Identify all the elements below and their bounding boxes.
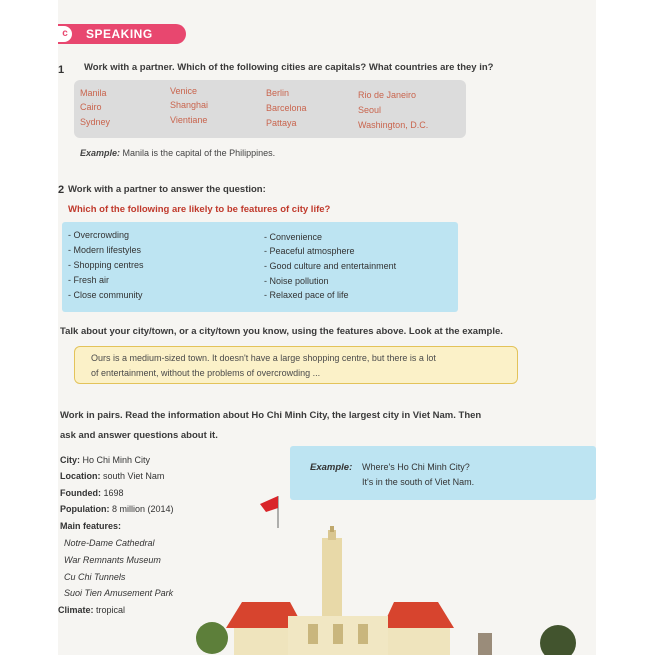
feature-item: - Convenience bbox=[264, 232, 323, 242]
task1-instruction: Work with a partner. Which of the following cities are capitals? What countries are they in? bbox=[84, 62, 494, 73]
textbook-page bbox=[58, 0, 596, 655]
task2-number: 2 bbox=[58, 184, 65, 196]
section-badge: SPEAKING bbox=[58, 24, 186, 44]
task2-question: Which of the following are likely to be features of city life? bbox=[68, 204, 331, 215]
info-founded: Founded: 1698 bbox=[60, 488, 124, 498]
city-cell: Manila bbox=[80, 88, 107, 98]
quote-line: of entertainment, without the problems of overcrowding ... bbox=[91, 368, 321, 378]
task1-number: 1 bbox=[58, 64, 65, 76]
example-label: Example: bbox=[80, 148, 121, 158]
feature-item: - Close community bbox=[68, 290, 143, 300]
feature-item: - Noise pollution bbox=[264, 276, 329, 286]
city-cell: Washington, D.C. bbox=[358, 120, 429, 130]
task4-instruction-line: Work in pairs. Read the information about Ho Chi Minh City, the largest city in Viet Nam. Then bbox=[60, 410, 482, 421]
feature-item: - Overcrowding bbox=[68, 230, 130, 240]
main-feature: Suoi Tien Amusement Park bbox=[64, 588, 174, 598]
feature-item: - Fresh air bbox=[68, 275, 110, 285]
feature-item: - Modern lifestyles bbox=[68, 245, 142, 255]
city-cell: Venice bbox=[170, 86, 198, 96]
info-population: Population: 8 million (2014) bbox=[60, 504, 174, 514]
features-box bbox=[62, 222, 458, 312]
city-cell: Pattaya bbox=[266, 118, 297, 128]
info-location: Location: south Viet Nam bbox=[60, 471, 165, 481]
task1-example bbox=[80, 148, 275, 158]
info-climate: Climate: tropical bbox=[58, 605, 126, 615]
example-label: Example: bbox=[310, 462, 353, 473]
city-cell: Barcelona bbox=[266, 103, 307, 113]
feature-item: - Shopping centres bbox=[68, 260, 144, 270]
example-quote-box bbox=[74, 346, 518, 384]
city-cell: Cairo bbox=[80, 102, 102, 112]
task4-instruction-line: ask and answer questions about it. bbox=[60, 430, 218, 441]
example-answer: It's in the south of Viet Nam. bbox=[362, 477, 475, 487]
city-cell: Vientiane bbox=[170, 115, 208, 125]
city-cell: Seoul bbox=[358, 105, 382, 115]
quote-line: Ours is a medium-sized town. It doesn't have a large shopping centre, but there is a lot bbox=[91, 353, 436, 363]
city-cell: Rio de Janeiro bbox=[358, 90, 417, 100]
section-letter: c bbox=[58, 26, 72, 42]
task3-instruction: Talk about your city/town, or a city/town you know, using the features above. Look at the example. bbox=[60, 326, 503, 337]
example-question: Where's Ho Chi Minh City? bbox=[362, 462, 470, 472]
city-cell: Sydney bbox=[80, 117, 111, 127]
feature-item: - Relaxed pace of life bbox=[264, 290, 349, 300]
main-feature: Notre-Dame Cathedral bbox=[64, 538, 155, 548]
city-cell: Shanghai bbox=[170, 100, 209, 110]
info-features-label: Main features: bbox=[60, 521, 122, 531]
task2-instruction: Work with a partner to answer the question: bbox=[68, 184, 266, 195]
city-cell: Berlin bbox=[266, 88, 290, 98]
feature-item: - Peaceful atmosphere bbox=[264, 246, 355, 256]
example-text: Manila is the capital of the Philippines. bbox=[122, 148, 276, 158]
main-feature: Cu Chi Tunnels bbox=[64, 572, 126, 582]
info-city: City: Ho Chi Minh City bbox=[60, 455, 151, 465]
city-hall-photo bbox=[138, 478, 596, 655]
cities-box bbox=[74, 80, 466, 138]
feature-item: - Good culture and entertainment bbox=[264, 261, 397, 271]
main-feature: War Remnants Museum bbox=[64, 555, 161, 565]
